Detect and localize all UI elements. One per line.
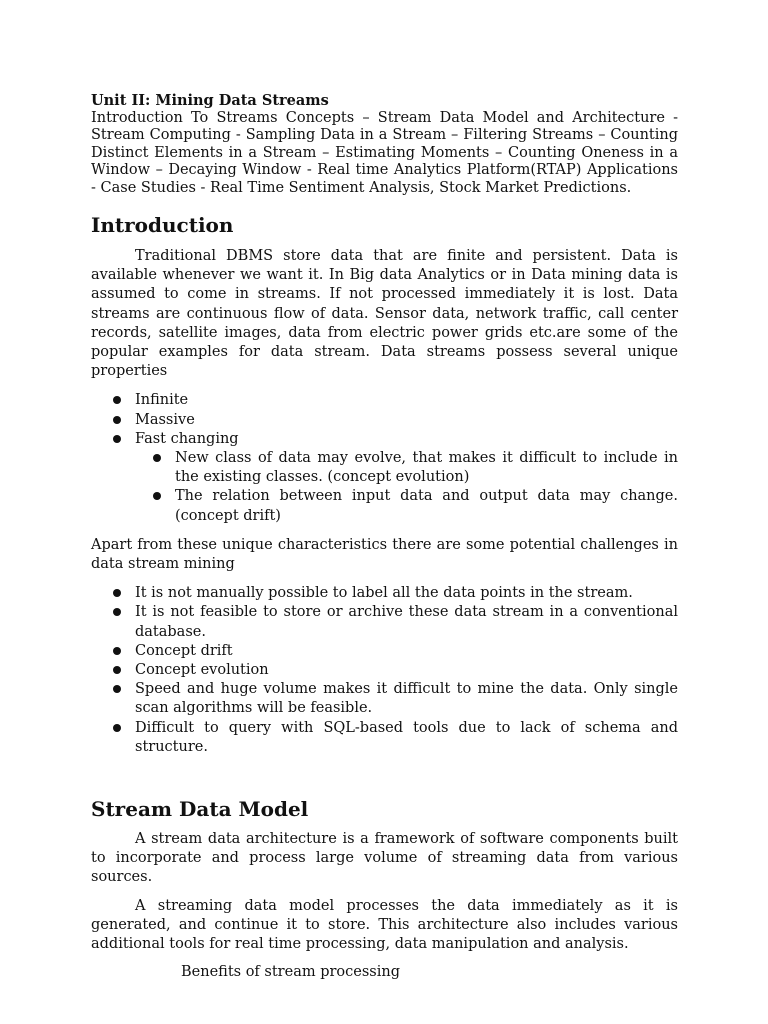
sub-list-item [135,449,678,487]
document-page [91,92,678,983]
unit-title: Unit II: Mining Data Streams [91,92,329,109]
unit-syllabus: Introduction To Streams Concepts – Stream Data Model and Architecture - Stream Computing - Sampling Data in a Stream – Filtering Streams – Counting Distinct Elements in a Stream – Estimating Moments – Counting Oneness in a Window – Decaying Window - Real time Analytics Platform(RTAP) Applications - Case Studies - Real Time Sentiment Analysis, Stock Market Predictions. [91,109,678,196]
bullet-icon [113,666,121,674]
challenge-text: It is not feasible to store or archive these data stream in a conventional database. [135,604,678,640]
list-item [91,430,678,449]
benefits-label: Benefits of stream processing [181,964,400,981]
list-item [91,584,678,603]
bullet-icon [113,647,121,655]
sub-list-item [135,487,678,525]
stream-data-model-heading: Stream Data Model [91,797,309,822]
bullet-icon [113,685,121,693]
properties-list [91,391,678,525]
list-item [91,411,678,430]
fast-changing-sublist [91,449,678,526]
challenge-text: It is not manually possible to label all the data points in the stream. [135,585,633,602]
challenges-list [91,584,678,757]
sub-item-text: The relation between input data and output data may change. (concept drift) [175,488,678,524]
sub-list-container [91,449,678,526]
bullet-icon [113,608,121,616]
bullet-icon [113,435,121,443]
list-item [91,680,678,718]
challenge-text: Speed and huge volume makes it difficult to mine the data. Only single scan algorithms will be feasible. [135,681,678,717]
list-item [91,391,678,410]
challenge-text: Concept drift [135,642,233,659]
property-label: Fast changing [135,430,239,447]
challenge-text: Concept evolution [135,662,269,679]
bullet-icon [113,724,121,732]
list-item [91,603,678,641]
bullet-icon [113,396,121,404]
bullet-icon [113,589,121,597]
introduction-paragraph: Traditional DBMS store data that are finite and persistent. Data is available whenever we want it. In Big data Analytics or in Data mining data is assumed to come in streams. If not processed immediately it is lost. Data streams are continuous flow of data. Sensor data, network traffic, call center records, satellite images, data from electric power grids etc.are some of the popular examples for data stream. Data streams possess several unique properties [91,248,678,380]
bullet-icon [113,416,121,424]
list-item [91,642,678,661]
challenge-text: Difficult to query with SQL-based tools due to lack of schema and structure. [135,719,678,755]
list-item [91,661,678,680]
bullet-icon [153,492,161,500]
property-label: Massive [135,411,195,428]
property-label: Infinite [135,392,189,409]
challenges-intro: Apart from these unique characteristics there are some potential challenges in data stream mining [91,536,678,573]
stream-model-paragraph-2: A streaming data model processes the data immediately as it is generated, and continue it to store. This architecture also includes various additional tools for real time processing, data manipulation and analysis. [91,897,678,953]
stream-model-paragraph-1: A stream data architecture is a framework of software components built to incorporate and process large volume of streaming data from various sources. [91,831,678,886]
list-item [91,719,678,757]
bullet-icon [153,454,161,462]
introduction-heading: Introduction [91,213,234,237]
sub-item-text: New class of data may evolve, that makes it difficult to include in the existing classes. (concept evolution) [175,450,678,486]
